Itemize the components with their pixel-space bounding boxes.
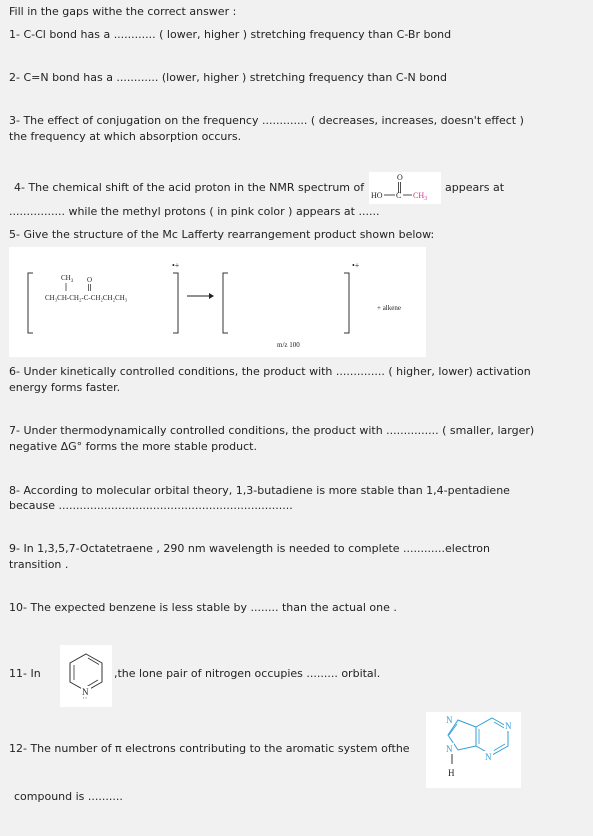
question-6-line-1: 6- Under kinetically controlled conditions, the product with .............. ( higher, lower) activation (9, 365, 531, 378)
question-7-line-1: 7- Under thermodynamically controlled conditions, the product with ............... ( smaller, larger) (9, 424, 535, 437)
acid-methyl-label: $CH_3$ (413, 191, 428, 202)
purine-h: H (448, 768, 455, 778)
question-2: 2- C=N bond has a ............ (lower, higher ) stretching frequency than C-N bond (9, 71, 447, 84)
mclafferty-scheme (9, 247, 426, 357)
question-4-line-2: ................ while the methyl protons ( in pink color ) appears at ...... (9, 205, 380, 218)
question-8-line-2: because ................................................................... (9, 499, 293, 512)
acid-ho-label: HO (371, 191, 383, 200)
question-4-appears-at: appears at (445, 181, 505, 194)
question-3-line-1: 3- The effect of conjugation on the frequency ............. ( decreases, increases, doesn't effect ) (9, 114, 524, 127)
purine-structure (426, 712, 521, 788)
mz-label: m/z 100 (277, 341, 300, 349)
question-11-right: ,the lone pair of nitrogen occupies ......... orbital. (114, 667, 381, 680)
pyridine-structure (60, 645, 112, 707)
carbonyl-oxygen: O (87, 276, 93, 284)
question-12-line-2: compound is .......... (14, 790, 123, 803)
radical-cation-1: •+ (172, 261, 180, 270)
question-1: 1- C-Cl bond has a ............ ( lower, higher ) stretching frequency than C-Br bond (9, 28, 452, 41)
plus-alkene-label: + alkene (377, 304, 401, 312)
radical-cation-2: •+ (352, 261, 360, 270)
purine-n-bottom: N (485, 752, 492, 762)
purine-n-top: N (446, 715, 453, 725)
question-8-line-1: 8- According to molecular orbital theory, 1,3-butadiene is more stable than 1,4-pentadiene (9, 484, 510, 497)
purine-n-left: N (446, 744, 453, 754)
acetic-acid-structure (369, 172, 441, 204)
question-4-line-1: 4- The chemical shift of the acid proton in the NMR spectrum of (14, 181, 365, 194)
question-7-line-2: negative ΔG° forms the more stable product. (9, 440, 257, 453)
question-10: 10- The expected benzene is less stable by ........ than the actual one . (9, 601, 397, 614)
lone-pair-dots: : (81, 697, 89, 699)
instructions-header: Fill in the gaps withe the correct answer : (9, 5, 237, 18)
methyl-branch-label: $CH_3$ (61, 274, 74, 284)
question-5: 5- Give the structure of the Mc Lafferty rearrangement product shown below: (9, 228, 435, 241)
question-3-line-2: the frequency at which absorption occurs. (9, 130, 242, 143)
molecule-chain: CH₃CH-CH₂-C-CH₂CH₂CH₃ (45, 294, 128, 302)
question-11-left: 11- In (9, 667, 41, 680)
question-9-line-2: transition . (9, 558, 69, 571)
purine-n-right: N (505, 721, 512, 731)
question-12: 12- The number of π electrons contributing to the aromatic system ofthe (9, 742, 410, 755)
question-9-line-1: 9- In 1,3,5,7-Octatetraene , 290 nm wavelength is needed to complete ............electron (9, 542, 490, 555)
acid-oxygen-label: O (397, 173, 403, 182)
pyridine-nitrogen: N (82, 687, 89, 697)
question-6-line-2: energy forms faster. (9, 381, 121, 394)
acid-carbon-label: C (396, 191, 402, 200)
